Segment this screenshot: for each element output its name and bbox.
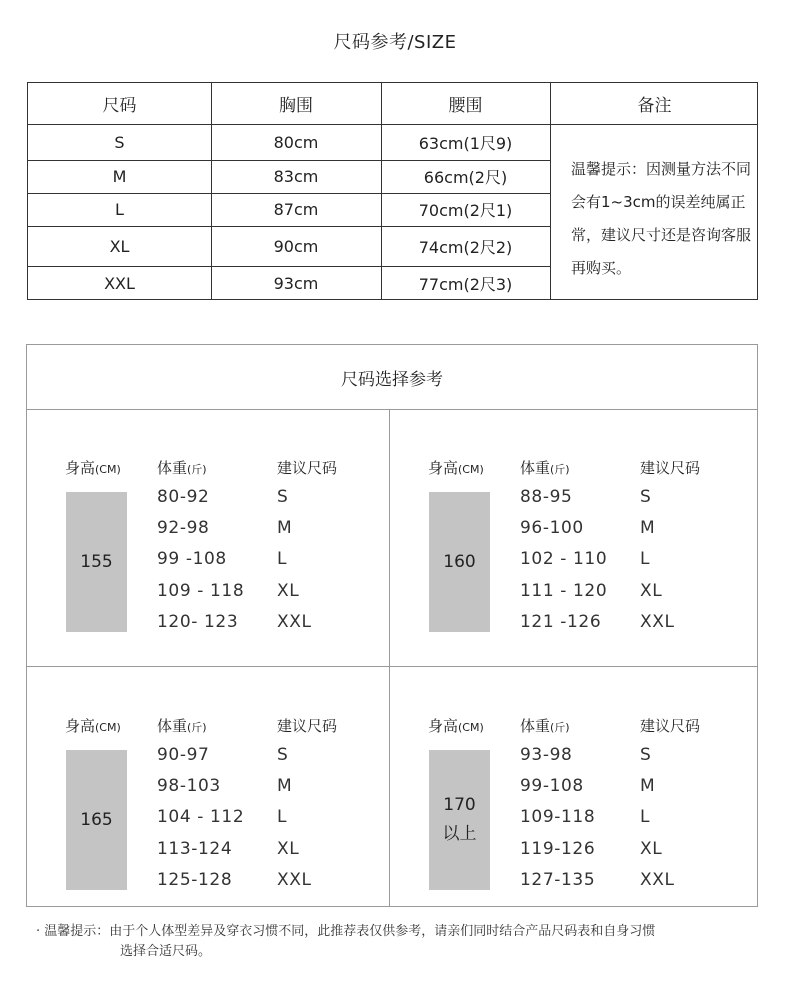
size-cell: L — [115, 200, 124, 219]
recommended-size: XL — [640, 839, 663, 859]
weight-unit: (斤) — [550, 463, 570, 476]
header-waist: 腰围 — [448, 96, 483, 116]
chest-cell: 83cm — [273, 167, 319, 186]
recommended-size: XL — [277, 839, 300, 859]
weight-range: 119-126 — [520, 839, 596, 859]
weight-range: 109 - 118 — [157, 581, 245, 601]
recommended-size: XXL — [640, 612, 675, 632]
weight-range: 92-98 — [157, 518, 210, 538]
chest-cell: 87cm — [273, 200, 319, 219]
size-cell: S — [114, 132, 125, 152]
size-cell: M — [112, 167, 127, 186]
weight-header — [520, 457, 570, 478]
size-header: 建议尺码 — [277, 717, 338, 735]
weight-range: 121 -126 — [520, 612, 602, 632]
footnote-line-2: 选择合适尺码。 — [120, 944, 212, 959]
size-reference-box — [26, 344, 758, 907]
weight-range: 104 - 112 — [157, 807, 245, 827]
weight-range: 96-100 — [520, 518, 584, 538]
weight-range: 111 - 120 — [520, 581, 608, 601]
height-label: 身高 — [65, 459, 96, 477]
recommended-size: M — [277, 776, 293, 796]
recommended-size: XXL — [277, 612, 312, 632]
recommended-size: M — [277, 518, 293, 538]
size-panel-165 — [27, 667, 389, 923]
height-label: 身高 — [428, 459, 459, 477]
height-unit: (CM) — [458, 463, 484, 476]
recommended-size: XXL — [277, 870, 312, 890]
weight-unit: (斤) — [187, 721, 207, 734]
height-box: 155 — [66, 492, 127, 632]
height-label: 身高 — [428, 717, 459, 735]
page-title: 尺码参考/SIZE — [333, 32, 457, 53]
recommended-size: S — [277, 487, 289, 507]
waist-cell: 63cm(1尺9) — [418, 133, 513, 153]
weight-range: 90-97 — [157, 745, 210, 765]
height-box: 160 — [429, 492, 490, 632]
chest-cell: 90cm — [273, 236, 319, 256]
height-header — [428, 715, 484, 736]
size-panel-170 — [390, 667, 752, 923]
recommended-size: S — [277, 745, 289, 765]
weight-range: 98-103 — [157, 776, 221, 796]
weight-header — [520, 715, 570, 736]
header-chest: 胸围 — [279, 96, 313, 116]
chest-cell: 93cm — [273, 273, 319, 293]
weight-label: 体重 — [520, 717, 551, 735]
weight-header — [157, 715, 207, 736]
waist-cell: 70cm(2尺1) — [418, 201, 513, 220]
recommended-size: M — [640, 776, 656, 796]
height-header — [428, 457, 484, 478]
weight-range: 93-98 — [520, 745, 573, 765]
size-cell: XL — [109, 236, 130, 256]
footnote — [36, 922, 756, 962]
height-unit: (CM) — [95, 463, 121, 476]
weight-range: 99 -108 — [157, 549, 227, 569]
weight-range: 125-128 — [157, 870, 233, 890]
weight-unit: (斤) — [187, 463, 207, 476]
recommended-size: XL — [640, 581, 663, 601]
chest-cell: 80cm — [273, 132, 319, 152]
waist-cell: 74cm(2尺2) — [418, 237, 513, 257]
weight-range: 113-124 — [157, 839, 233, 859]
size-header: 建议尺码 — [640, 717, 701, 735]
size-panel-155 — [27, 409, 389, 665]
header-note: 备注 — [637, 96, 672, 116]
height-unit: (CM) — [95, 721, 121, 734]
size-panel-160 — [390, 409, 752, 665]
weight-label: 体重 — [157, 459, 188, 477]
recommended-size: XL — [277, 581, 300, 601]
measurement-note: 温馨提示：因测量方法不同会有1~3cm的误差纯属正常，建议尺寸还是咨询客服再购买。 — [571, 160, 752, 277]
recommended-size: S — [640, 487, 652, 507]
height-header — [65, 715, 121, 736]
weight-range: 88-95 — [520, 487, 573, 507]
recommended-size: L — [640, 549, 651, 569]
weight-label: 体重 — [520, 459, 551, 477]
weight-range: 102 - 110 — [520, 549, 608, 569]
waist-cell: 66cm(2尺) — [423, 168, 508, 187]
footnote-line-1: · 温馨提示：由于个人体型差异及穿衣习惯不同，此推荐表仅供参考，请亲们同时结合产品尺码表和自身习惯 — [36, 924, 656, 939]
size-table — [27, 82, 758, 300]
weight-unit: (斤) — [550, 721, 570, 734]
recommended-size: S — [640, 745, 652, 765]
size-header: 建议尺码 — [640, 459, 701, 477]
height-box: 165 — [66, 750, 127, 890]
weight-range: 120- 123 — [157, 612, 239, 632]
recommended-size: XXL — [640, 870, 675, 890]
reference-title: 尺码选择参考 — [341, 369, 443, 390]
height-box: 170 以上 — [429, 750, 490, 890]
weight-range: 80-92 — [157, 487, 210, 507]
size-header: 建议尺码 — [277, 459, 338, 477]
weight-header — [157, 457, 207, 478]
recommended-size: L — [640, 807, 651, 827]
recommended-size: M — [640, 518, 656, 538]
waist-cell: 77cm(2尺3) — [418, 274, 513, 294]
weight-range: 99-108 — [520, 776, 584, 796]
recommended-size: L — [277, 807, 288, 827]
recommended-size: L — [277, 549, 288, 569]
height-label: 身高 — [65, 717, 96, 735]
weight-range: 109-118 — [520, 807, 596, 827]
size-cell: XXL — [104, 273, 135, 293]
height-header — [65, 457, 121, 478]
weight-range: 127-135 — [520, 870, 596, 890]
header-size: 尺码 — [102, 96, 137, 116]
weight-label: 体重 — [157, 717, 188, 735]
height-unit: (CM) — [458, 721, 484, 734]
